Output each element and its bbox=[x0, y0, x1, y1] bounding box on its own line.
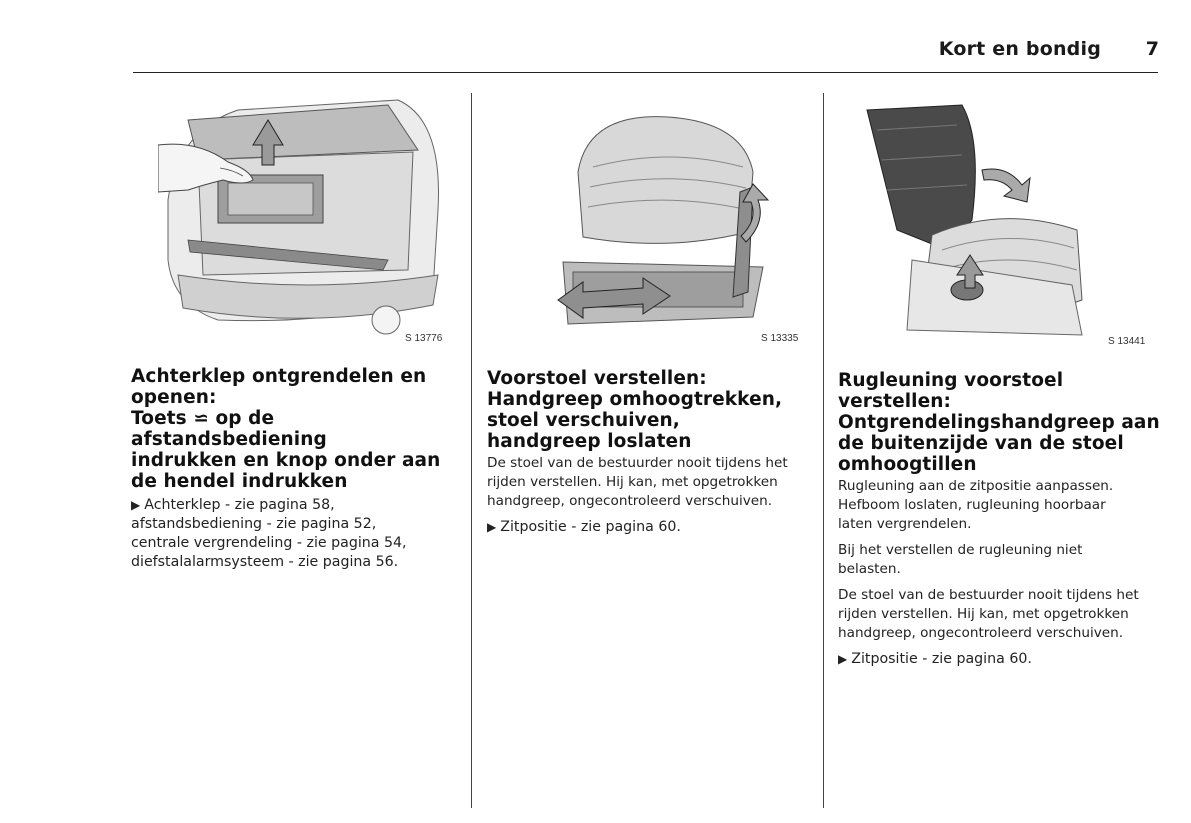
arrow-right-icon: ▶ bbox=[487, 520, 497, 534]
arrow-right-icon: ▶ bbox=[838, 652, 848, 666]
paragraph-line: belasten. bbox=[838, 561, 901, 577]
heading-line: Voorstoel verstellen: bbox=[487, 368, 707, 389]
heading-line: handgreep loslaten bbox=[487, 431, 692, 452]
heading-line: de buitenzijde van de stoel bbox=[838, 433, 1124, 454]
tailgate-references bbox=[131, 496, 461, 572]
heading-line: stoel verschuiven, bbox=[487, 410, 680, 431]
backrest-paragraph-1 bbox=[838, 477, 1168, 534]
figure-code-1: S 13776 bbox=[405, 333, 443, 344]
backrest-paragraph-3 bbox=[838, 586, 1168, 643]
paragraph-line: rijden verstellen. Hij kan, met opgetrokken bbox=[838, 606, 1129, 622]
column-1 bbox=[131, 366, 461, 579]
heading-line: Handgreep omhoogtrekken, bbox=[487, 389, 783, 410]
backrest-reference: ▶ Zitpositie - zie pagina 60. bbox=[838, 651, 1032, 667]
column-divider-2 bbox=[823, 93, 824, 808]
backrest-heading bbox=[838, 370, 1168, 475]
heading-line: Achterklep ontgrendelen en bbox=[131, 366, 427, 387]
front-seat-warning bbox=[487, 454, 812, 511]
reference-line: centrale vergrendeling - zie pagina 54, bbox=[131, 535, 407, 551]
column-divider-1 bbox=[471, 93, 472, 808]
tailgate-illustration bbox=[158, 90, 458, 342]
column-2 bbox=[487, 368, 812, 544]
heading-line: openen: bbox=[131, 387, 217, 408]
paragraph-line: handgreep, ongecontroleerd verschuiven. bbox=[487, 493, 773, 509]
paragraph-line: Rugleuning aan de zitpositie aanpassen. bbox=[838, 478, 1114, 494]
reference-line: ▶ Achterklep - zie pagina 58, bbox=[131, 497, 335, 513]
reference-line: afstandsbediening - zie pagina 52, bbox=[131, 516, 377, 532]
arrow-right-icon: ▶ bbox=[131, 498, 141, 512]
paragraph-line: laten vergrendelen. bbox=[838, 516, 972, 532]
backrest-paragraph-2 bbox=[838, 541, 1168, 579]
heading-line: indrukken en knop onder aan bbox=[131, 450, 441, 471]
heading-line: Ontgrendelingshandgreep aan bbox=[838, 412, 1160, 433]
paragraph-line: Bij het verstellen de rugleuning niet bbox=[838, 542, 1083, 558]
front-seat-heading bbox=[487, 368, 812, 452]
front-seat-reference: ▶ Zitpositie - zie pagina 60. bbox=[487, 519, 681, 535]
paragraph-line: Hefboom loslaten, rugleuning hoorbaar bbox=[838, 497, 1106, 513]
front-seat-slide-illustration bbox=[548, 92, 788, 340]
reference-line: diefstalalarmsysteem - zie pagina 56. bbox=[131, 554, 399, 570]
heading-line: Toets ⋍ op de afstandsbediening bbox=[131, 408, 327, 450]
figure-code-3: S 13441 bbox=[1108, 336, 1146, 347]
paragraph-line: De stoel van de bestuurder nooit tijdens het bbox=[487, 455, 788, 471]
header-divider bbox=[133, 72, 1158, 73]
column-3 bbox=[838, 370, 1168, 676]
paragraph-line: rijden verstellen. Hij kan, met opgetrokken bbox=[487, 474, 778, 490]
tailgate-heading bbox=[131, 366, 461, 492]
heading-line: de hendel indrukken bbox=[131, 471, 348, 492]
backrest-adjust-illustration bbox=[862, 100, 1094, 340]
heading-line: omhoogtillen bbox=[838, 454, 977, 475]
figure-code-2: S 13335 bbox=[761, 333, 799, 344]
heading-line: Rugleuning voorstoel verstellen: bbox=[838, 370, 1064, 412]
paragraph-line: handgreep, ongecontroleerd verschuiven. bbox=[838, 625, 1124, 641]
paragraph-line: De stoel van de bestuurder nooit tijdens het bbox=[838, 587, 1139, 603]
page-header-title: Kort en bondig bbox=[938, 38, 1101, 60]
page-number: 7 bbox=[1145, 38, 1159, 60]
